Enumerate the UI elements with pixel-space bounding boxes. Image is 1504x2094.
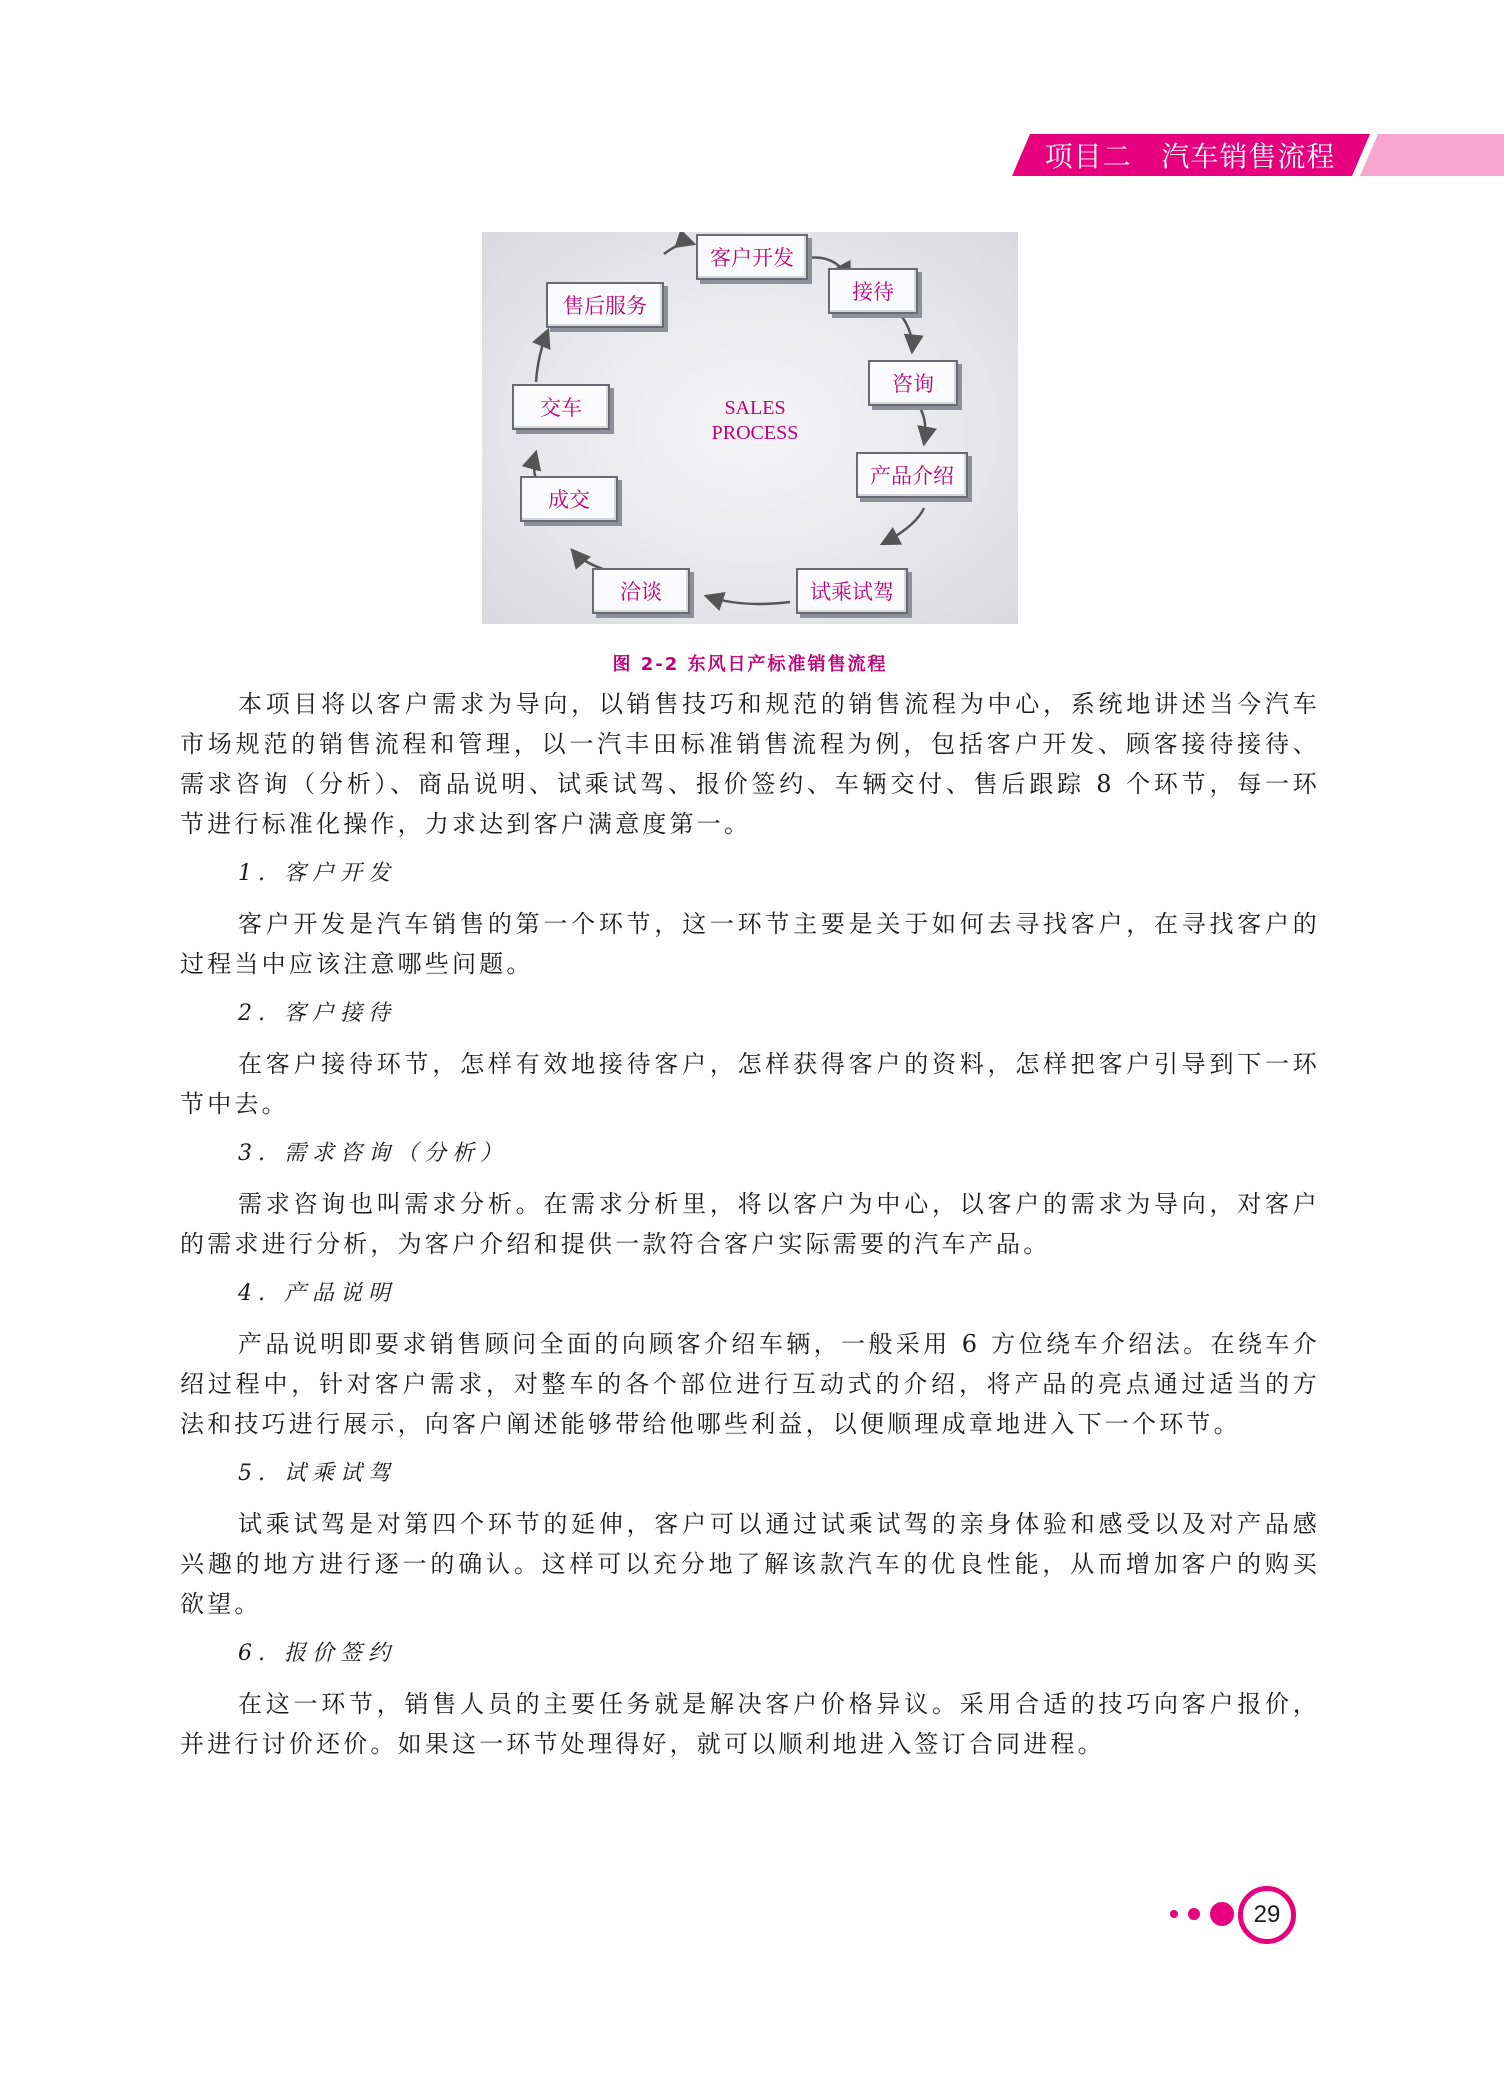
- page-number: 29: [1238, 1886, 1296, 1944]
- figure-caption: 图 2-2 东风日产标准销售流程: [612, 654, 888, 675]
- section-heading: 1. 客户开发: [238, 861, 396, 886]
- node-after-sales: 售后服务: [546, 282, 664, 328]
- diagram-center-label: [690, 396, 820, 446]
- header-title: 项目二 汽车销售流程: [1044, 140, 1336, 173]
- section-paragraph: 试乘试驾是对第四个环节的延伸，客户可以通过试乘试驾的亲身体验和感受以及对产品感兴趣的地方进行逐一的确认。这样可以充分地了解该款汽车的优良性能，从而增加客户的购买欲望。: [180, 1510, 1320, 1618]
- section-paragraph: 在这一环节，销售人员的主要任务就是解决客户价格异议。采用合适的技巧向客户报价，并进行讨价还价。如果这一环节处理得好，就可以顺利地进入签订合同进程。: [180, 1690, 1320, 1758]
- section-heading: 3. 需求咨询（分析）: [238, 1141, 508, 1166]
- body-content: [180, 684, 1320, 1774]
- decor-dot-small: [1170, 1910, 1178, 1918]
- section-paragraph: 客户开发是汽车销售的第一个环节，这一环节主要是关于如何去寻找客户，在寻找客户的过程当中应该注意哪些问题。: [180, 910, 1320, 978]
- section-heading: 4. 产品说明: [238, 1281, 396, 1306]
- section-paragraph: 需求咨询也叫需求分析。在需求分析里，将以客户为中心，以客户的需求为导向，对客户的需求进行分析，为客户介绍和提供一款符合客户实际需要的汽车产品。: [180, 1190, 1320, 1258]
- node-test-drive: 试乘试驾: [796, 568, 908, 614]
- node-consultation: 咨询: [868, 360, 958, 406]
- node-product-introduction: 产品介绍: [856, 452, 968, 498]
- section-heading: 5. 试乘试驾: [238, 1461, 396, 1486]
- section-heading: 6. 报价签约: [238, 1641, 396, 1666]
- node-customer-development: 客户开发: [696, 234, 808, 280]
- center-label-line1: SALES: [724, 397, 786, 419]
- node-deal: 成交: [520, 476, 618, 522]
- decor-dot-large: [1210, 1902, 1234, 1926]
- center-label-line2: PROCESS: [711, 422, 799, 444]
- decor-dot-medium: [1188, 1908, 1200, 1920]
- node-delivery: 交车: [512, 384, 610, 430]
- node-negotiation: 洽谈: [592, 568, 690, 614]
- page-number-area: [1160, 1880, 1320, 1960]
- sales-process-diagram: [482, 232, 1018, 624]
- node-reception: 接待: [828, 268, 918, 314]
- section-paragraph: 在客户接待环节，怎样有效地接待客户，怎样获得客户的资料，怎样把客户引导到下一环节中去。: [180, 1050, 1320, 1118]
- intro-paragraph: 本项目将以客户需求为导向，以销售技巧和规范的销售流程为中心，系统地讲述当今汽车市场规范的销售流程和管理，以一汽丰田标准销售流程为例，包括客户开发、顾客接待接待、需求咨询（分析）、商品说明、试乘试驾、报价签约、车辆交付、售后跟踪 8 个环节，每一环节进行标准化操作，力求达到客户满意度第一。: [180, 690, 1320, 838]
- section-heading: 2. 客户接待: [238, 1001, 396, 1026]
- section-paragraph: 产品说明即要求销售顾问全面的向顾客介绍车辆，一般采用 6 方位绕车介绍法。在绕车介绍过程中，针对客户需求，对整车的各个部位进行互动式的介绍，将产品的亮点通过适当的方法和技巧进行展示，向客户阐述能够带给他哪些利益，以便顺理成章地进入下一个环节。: [180, 1330, 1320, 1438]
